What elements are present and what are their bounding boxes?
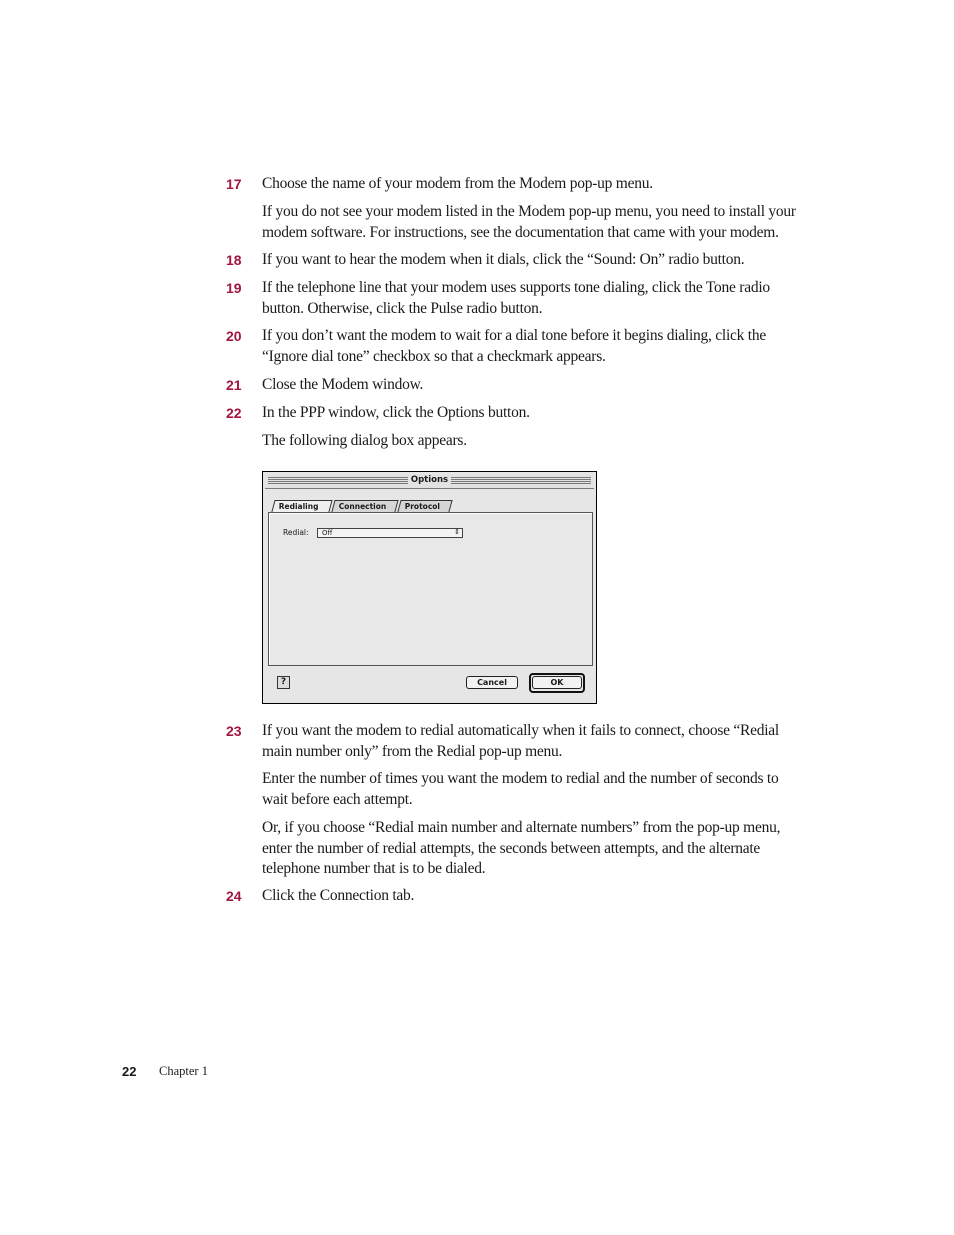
step-text: Choose the name of your modem from the Modem pop-up menu. [262, 175, 653, 192]
redial-label: Redial: [283, 528, 309, 537]
step-text: Or, if you choose “Redial main number and alternate numbers” from the pop-up menu, enter the number of redial attempts, the seconds between attempts, and the alternate telephone number that is to be dialed. [262, 819, 781, 877]
help-icon[interactable]: ? [277, 676, 290, 689]
step-number-21: 21 [226, 377, 242, 393]
redial-popup-menu[interactable] [317, 528, 463, 538]
ok-button[interactable]: OK [532, 676, 582, 689]
step-text: The following dialog box appears. [262, 432, 467, 449]
step-number-18: 18 [226, 252, 242, 268]
step-number-24: 24 [226, 888, 242, 904]
tab-protocol[interactable]: Protocol [397, 500, 452, 512]
step-number-17: 17 [226, 176, 242, 192]
dialog-title: Options [408, 475, 451, 485]
step-number-22: 22 [226, 405, 242, 421]
step-number-23: 23 [226, 723, 242, 739]
step-text: If you want to hear the modem when it dials, click the “Sound: On” radio button. [262, 251, 745, 268]
step-text: Click the Connection tab. [262, 887, 415, 904]
redial-popup-value: Off [322, 529, 333, 537]
tab-panel [268, 512, 593, 666]
tab-connection[interactable]: Connection [331, 500, 398, 512]
options-dialog [262, 471, 597, 704]
step-text: In the PPP window, click the Options button. [262, 404, 530, 421]
step-text: Close the Modem window. [262, 376, 424, 393]
chapter-label: Chapter 1 [159, 1064, 208, 1078]
popup-arrows-icon: ⇕ [454, 528, 460, 536]
step-text: If you do not see your modem listed in the Modem pop-up menu, you need to install your modem software. For instructions, see the documentation that came with your modem. [262, 203, 796, 241]
step-number-19: 19 [226, 280, 242, 296]
step-text: If you want the modem to redial automatically when it fails to connect, choose “Redial main number only” from the Redial pop-up menu. [262, 722, 779, 760]
step-number-20: 20 [226, 328, 242, 344]
tab-redialing[interactable]: Redialing [271, 500, 332, 512]
cancel-button[interactable]: Cancel [466, 676, 518, 689]
dialog-title-bar[interactable] [265, 474, 594, 489]
step-text: If the telephone line that your modem uses supports tone dialing, click the Tone radio button. Otherwise, click the Pulse radio button. [262, 279, 770, 317]
page-number: 22 [122, 1064, 137, 1079]
step-text: If you don’t want the modem to wait for a dial tone before it begins dialing, click the “Ignore dial tone” checkbox so that a checkmark appears. [262, 327, 766, 365]
step-text: Enter the number of times you want the modem to redial and the number of seconds to wait before each attempt. [262, 770, 779, 808]
